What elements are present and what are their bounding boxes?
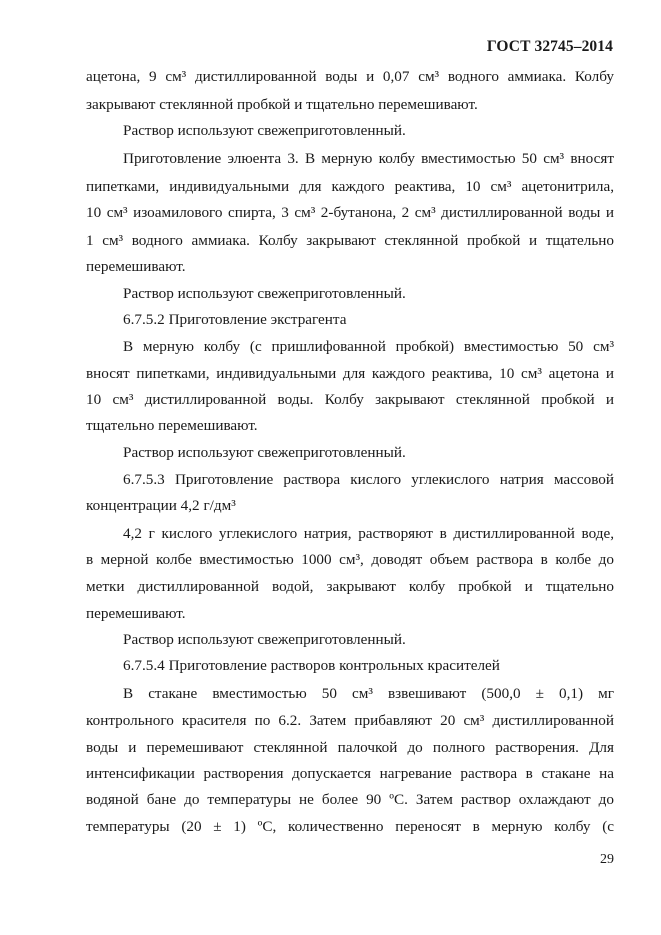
text-line: перемешивают. xyxy=(86,258,186,275)
text-line: Приготовление элюента 3. В мерную колбу вместимостью 50 см³ вносят xyxy=(123,150,614,167)
text-line: 10 см³ дистиллированной воды. Колбу закрывают стеклянной пробкой и xyxy=(86,391,614,408)
text-line: 10 см³ изоамилового спирта, 3 см³ 2-бутанона, 2 см³ дистиллированной воды и xyxy=(86,204,614,221)
section-heading: 6.7.5.2 Приготовление экстрагента xyxy=(123,311,347,328)
document-code-header: ГОСТ 32745–2014 xyxy=(486,38,613,55)
text-line: воды и перемешивают стеклянной палочкой до полного растворения. Для xyxy=(86,739,614,756)
text-line: контрольного красителя по 6.2. Затем прибавляют 20 см³ дистиллированной xyxy=(86,712,614,729)
section-heading: 6.7.5.3 Приготовление раствора кислого углекислого натрия массовой xyxy=(123,471,614,488)
text-line: вносят пипетками, индивидуальными для каждого реактива, 10 см³ ацетона и xyxy=(86,365,614,382)
text-line: в мерной колбе вместимостью 1000 см³, доводят объем раствора в колбе до xyxy=(86,551,614,568)
section-heading: 6.7.5.4 Приготовление растворов контрольных красителей xyxy=(123,657,500,674)
text-line: В стакане вместимостью 50 см³ взвешивают (500,0 ± 0,1) мг xyxy=(123,685,614,702)
text-line: В мерную колбу (с пришлифованной пробкой) вместимостью 50 см³ xyxy=(123,338,614,355)
text-line: водяной бане до температуры не более 90 ºС. Затем раствор охлаждают до xyxy=(86,791,614,808)
text-line: тщательно перемешивают. xyxy=(86,417,258,434)
text-line: перемешивают. xyxy=(86,605,186,622)
text-line: Раствор используют свежеприготовленный. xyxy=(123,285,406,302)
text-line: закрывают стеклянной пробкой и тщательно перемешивают. xyxy=(86,96,478,113)
text-line: метки дистиллированной водой, закрывают колбу пробкой и тщательно xyxy=(86,578,614,595)
text-line: ацетона, 9 см³ дистиллированной воды и 0,07 см³ водного аммиака. Колбу xyxy=(86,68,614,85)
text-line: пипетками, индивидуальными для каждого реактива, 10 см³ ацетонитрила, xyxy=(86,178,614,195)
page-number: 29 xyxy=(600,852,614,867)
text-line: интенсификации растворения допускается нагревание раствора в стакане на xyxy=(86,765,614,782)
text-line: Раствор используют свежеприготовленный. xyxy=(123,122,406,139)
text-line: Раствор используют свежеприготовленный. xyxy=(123,444,406,461)
text-line: 1 см³ водного аммиака. Колбу закрывают стеклянной пробкой и тщательно xyxy=(86,232,614,249)
text-line: Раствор используют свежеприготовленный. xyxy=(123,631,406,648)
text-line: 4,2 г кислого углекислого натрия, растворяют в дистиллированной воде, xyxy=(123,525,614,542)
section-heading-continuation: концентрации 4,2 г/дм³ xyxy=(86,497,236,514)
text-line: температуры (20 ± 1) ºС, количественно переносят в мерную колбу (с xyxy=(86,818,614,835)
